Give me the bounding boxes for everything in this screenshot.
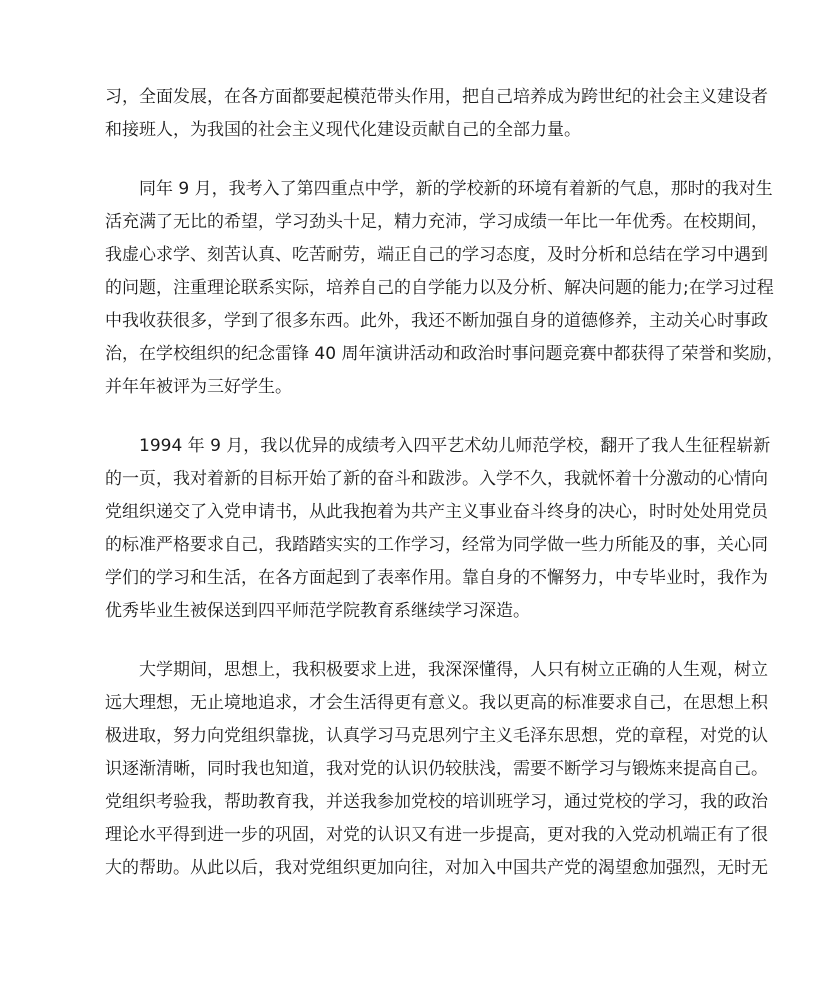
text-line: 大学期间，思想上，我积极要求上进，我深深懂得，人只有树立正确的人生观，树立 [139,660,768,680]
text-line: 远大理想，无止境地追求，才会生活得更有意义。我以更高的标准要求自己，在思想上积 [105,693,768,713]
text-line: 大的帮助。从此以后，我对党组织更加向往，对加入中国共产党的渴望愈加强烈，无时无 [105,858,768,878]
text-line: 1994 年 9 月，我以优异的成绩考入四平艺术幼儿师范学校，翻开了我人生征程崭新 [139,436,771,456]
text-line: 治，在学校组织的纪念雷锋 40 周年演讲活动和政治时事问题竞赛中都获得了荣誉和奖励， [105,344,784,364]
text-line: 同年 9 月，我考入了第四重点中学，新的学校新的环境有着新的气息，那时的我对生 [139,179,773,199]
text-line: 识逐渐清晰，同时我也知道，我对党的认识仍较肤浅，需要不断学习与锻炼来提高自己。 [105,759,768,779]
text-line: 和接班人，为我国的社会主义现代化建设贡献自己的全部力量。 [105,120,581,140]
text-line: 的标准严格要求自己，我踏踏实实的工作学习，经常为同学做一些力所能及的事，关心同 [105,535,768,555]
text-line: 我虚心求学、刻苦认真、吃苦耐劳，端正自己的学习态度，及时分析和总结在学习中遇到 [105,245,768,265]
text-line: 的问题，注重理论联系实际，培养自己的自学能力以及分析、解决问题的能力;在学习过程 [105,278,774,298]
text-line: 优秀毕业生被保送到四平师范学院教育系继续学习深造。 [105,601,530,621]
text-line: 极进取，努力向党组织靠拢，认真学习马克思列宁主义毛泽东思想，党的章程，对党的认 [105,726,768,746]
text-line: 活充满了无比的希望，学习劲头十足，精力充沛，学习成绩一年比一年优秀。在校期间， [105,212,768,232]
paragraph [105,654,768,885]
text-line: 党组织考验我，帮助教育我，并送我参加党校的培训班学习，通过党校的学习，我的政治 [105,792,768,812]
text-line: 中我收获很多，学到了很多东西。此外，我还不断加强自身的道德修养，主动关心时事政 [105,311,768,331]
text-line: 习，全面发展，在各方面都要起模范带头作用，把自己培养成为跨世纪的社会主义建设者 [105,87,768,107]
text-line: 学们的学习和生活，在各方面起到了表率作用。靠自身的不懈努力，中专毕业时，我作为 [105,568,768,588]
text-line: 并年年被评为三好学生。 [105,377,292,397]
paragraph [105,81,768,147]
document-page [105,81,784,911]
paragraph [105,430,771,628]
text-line: 的一页，我对着新的目标开始了新的奋斗和跋涉。入学不久，我就怀着十分激动的心情向 [105,469,768,489]
text-line: 党组织递交了入党申请书，从此我抱着为共产主义事业奋斗终身的决心，时时处处用党员 [105,502,768,522]
paragraph [105,173,784,404]
text-line: 理论水平得到进一步的巩固，对党的认识又有进一步提高，更对我的入党动机端正有了很 [105,825,768,845]
